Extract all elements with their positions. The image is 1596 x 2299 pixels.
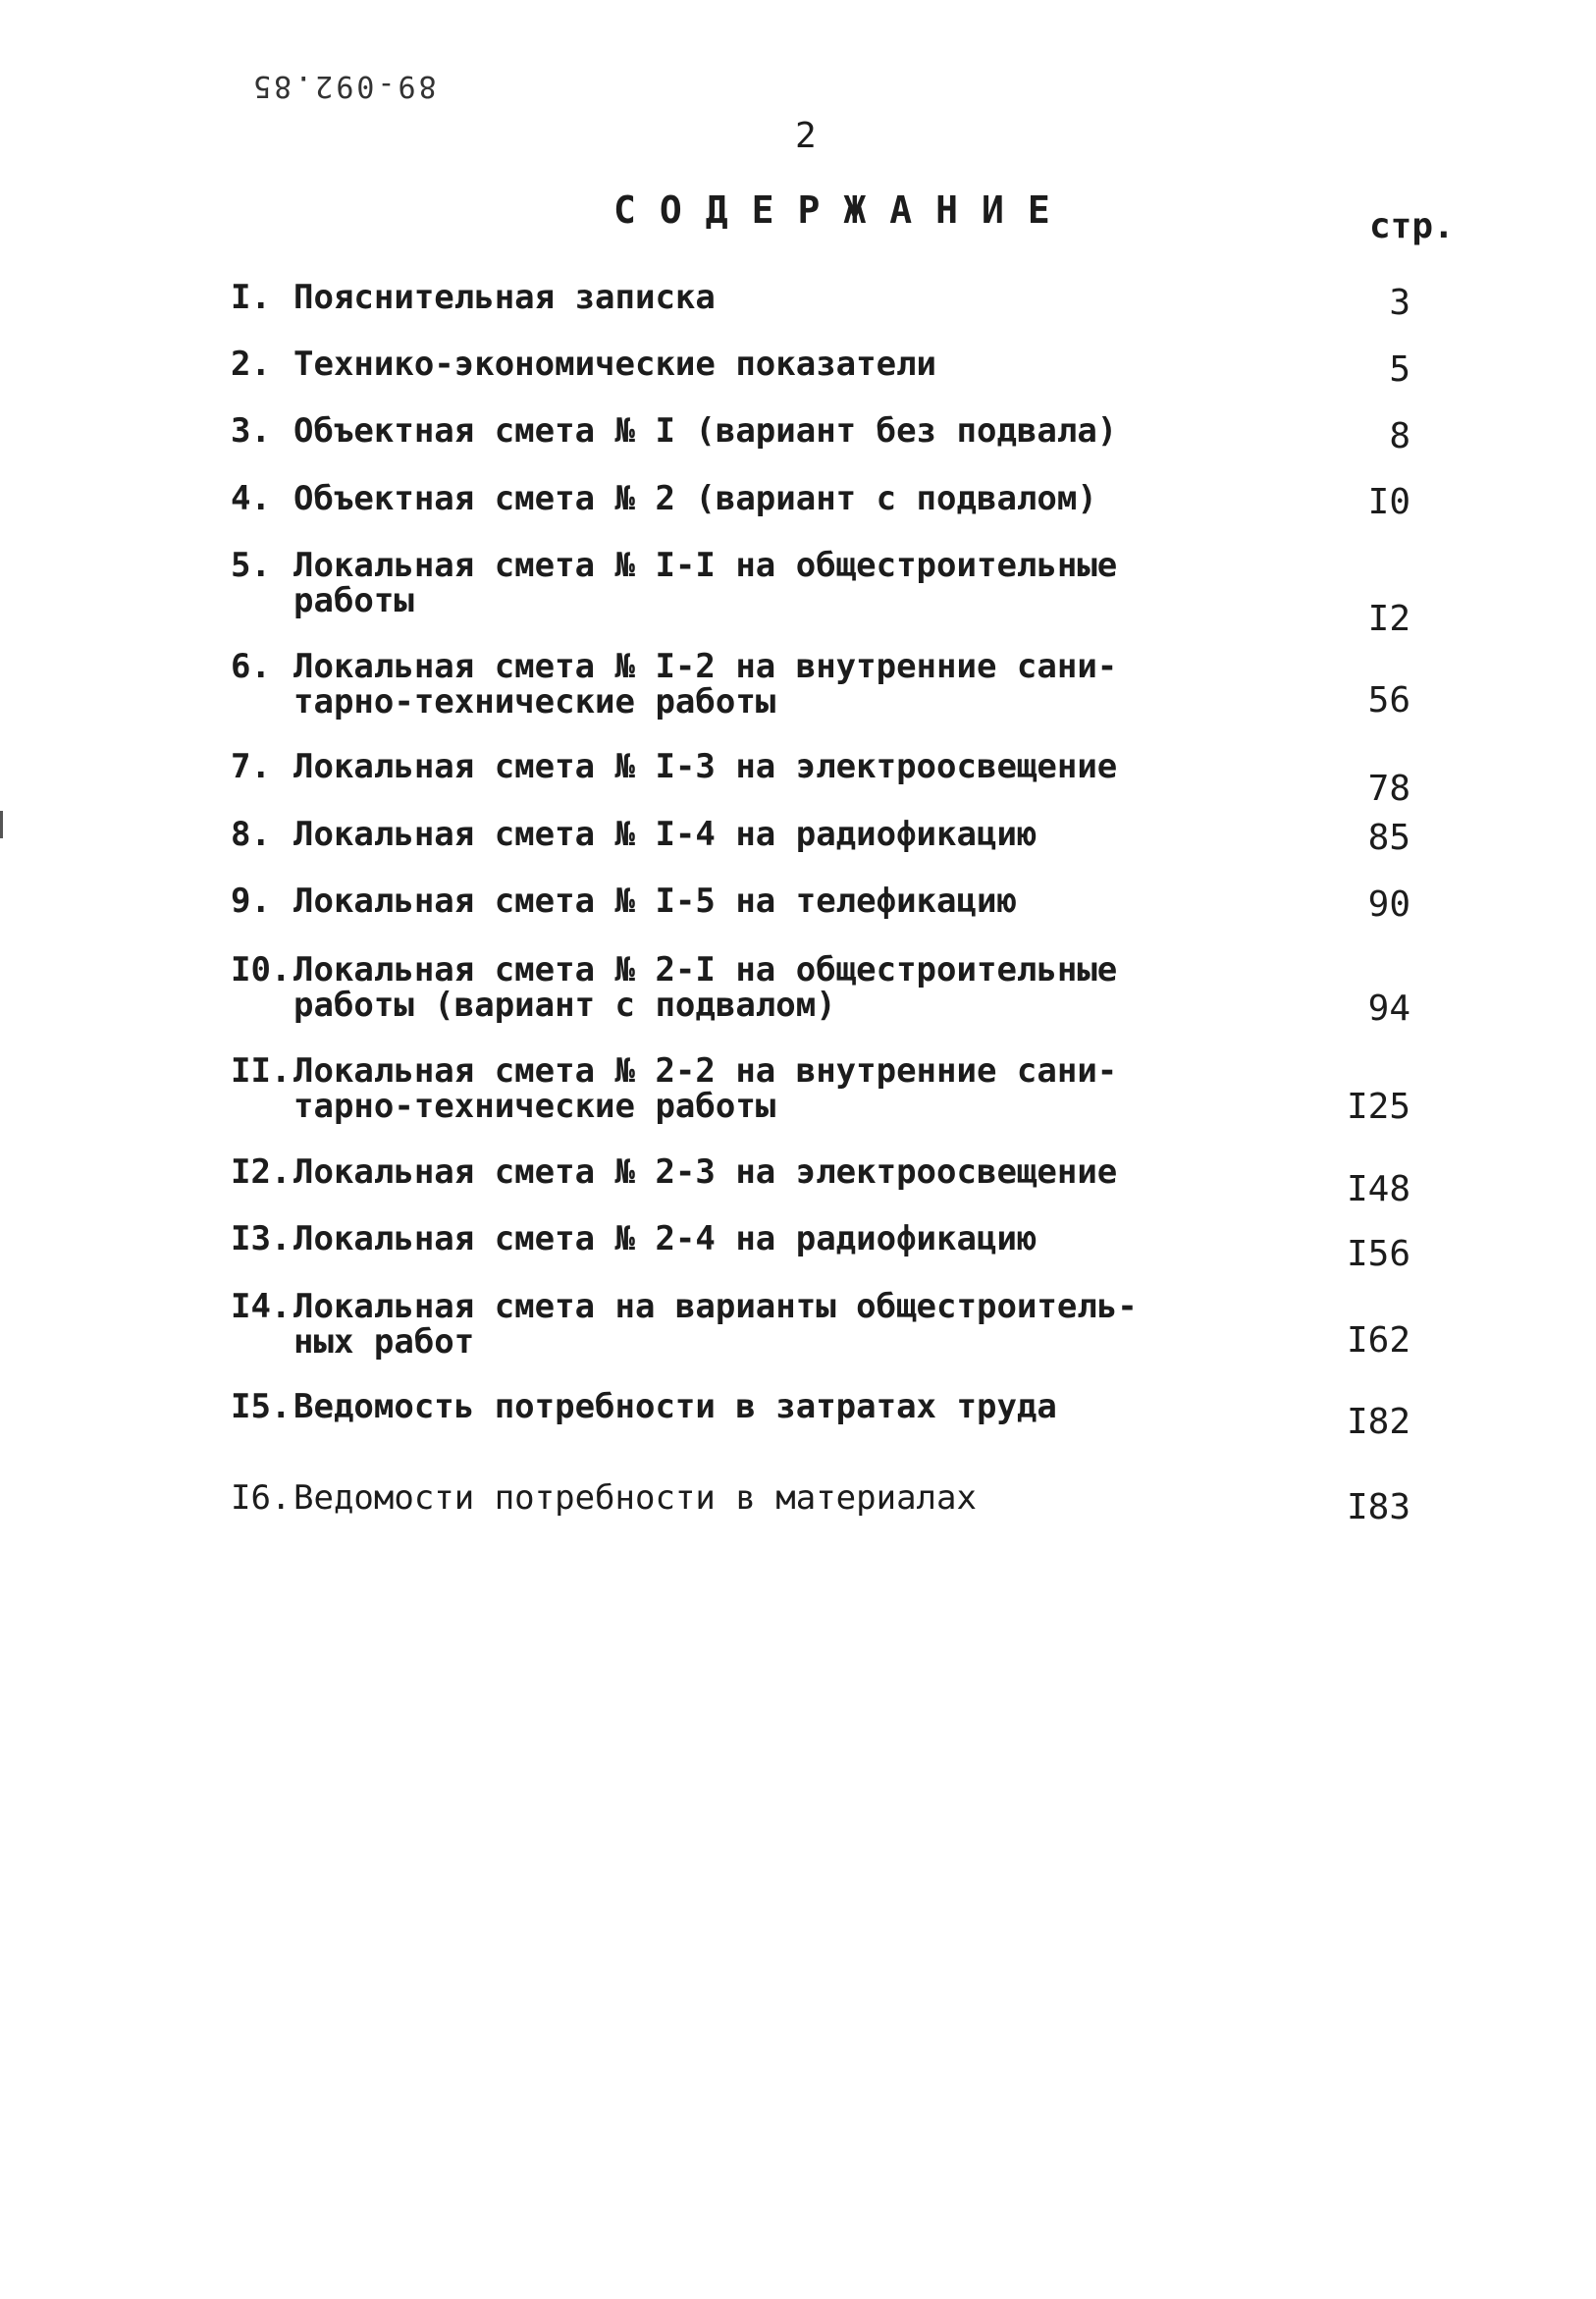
toc-entry-title: Локальная смета № I-3 на электроосвещение: [293, 747, 1118, 786]
toc-entry-number: II.: [231, 1051, 292, 1091]
toc-entry-title: Ведомость потребности в затратах труда: [293, 1387, 1057, 1426]
toc-entry-title: Локальная смета на варианты общестроитель- ных работ: [293, 1287, 1138, 1362]
toc-entry-number: I2.: [231, 1152, 292, 1192]
toc-entry-page: I62: [1346, 1320, 1410, 1361]
toc-entry-number: I5.: [231, 1387, 292, 1426]
toc-entry-page: 90: [1367, 884, 1410, 925]
scan-margin-mark: [0, 811, 3, 838]
toc-entry-title: Объектная смета № 2 (вариант с подвалом): [293, 479, 1097, 518]
toc-entry-page: I56: [1346, 1234, 1410, 1274]
toc-entry-number: 2.: [231, 345, 271, 384]
toc-entry-number: 8.: [231, 815, 271, 854]
toc-entry-page: 78: [1367, 769, 1410, 809]
toc-entry-page: 8: [1389, 416, 1410, 456]
toc-entry-title: Локальная смета № 2-3 на электроосвещение: [293, 1152, 1118, 1192]
toc-entry-page: 94: [1367, 989, 1410, 1029]
toc-entry-title: Локальная смета № I-2 на внутренние сани- тарно-технические работы: [293, 647, 1118, 722]
toc-entry-title: Ведомости потребности в материалах: [293, 1478, 977, 1518]
toc-entry-page: I25: [1346, 1087, 1410, 1127]
page-title: СОДЕРЖАНИЕ: [613, 188, 1074, 232]
toc-entry-title: Локальная смета № I-I на общестроительные работы: [293, 546, 1118, 620]
toc-entry-title: Технико-экономические показатели: [293, 345, 937, 384]
page-number: 2: [795, 116, 817, 156]
toc-entry-title: Локальная смета № 2-I на общестроительные работы (вариант с подвалом): [293, 950, 1118, 1025]
toc-entry-number: 4.: [231, 479, 271, 518]
toc-entry-number: 6.: [231, 647, 271, 686]
document-code: 89-092.85: [250, 69, 437, 103]
toc-entry-number: I6.: [231, 1478, 292, 1518]
toc-entry-number: 9.: [231, 882, 271, 921]
toc-entry-number: I3.: [231, 1219, 292, 1258]
toc-entry-page: I0: [1367, 482, 1410, 522]
toc-entry-page: 85: [1367, 818, 1410, 858]
toc-entry-page: I82: [1346, 1402, 1410, 1442]
toc-entry-title: Локальная смета № 2-4 на радиофикацию: [293, 1219, 1037, 1258]
toc-entry-number: 3.: [231, 411, 271, 451]
toc-entry-page: 5: [1389, 349, 1410, 390]
page-column-header: стр.: [1369, 206, 1455, 246]
toc-entry-page: I83: [1346, 1487, 1410, 1527]
toc-entry-number: I0.: [231, 950, 292, 989]
toc-entry-page: I48: [1346, 1169, 1410, 1209]
toc-entry-number: I4.: [231, 1287, 292, 1326]
toc-entry-number: 7.: [231, 747, 271, 786]
toc-entry-number: 5.: [231, 546, 271, 585]
toc-entry-number: I.: [231, 278, 271, 317]
toc-entry-page: 3: [1389, 283, 1410, 323]
toc-entry-title: Локальная смета № I-5 на телефикацию: [293, 882, 1017, 921]
toc-entry-title: Локальная смета № 2-2 на внутренние сани- тарно-технические работы: [293, 1051, 1118, 1126]
toc-entry-title: Пояснительная записка: [293, 278, 716, 317]
toc-entry-page: 56: [1367, 680, 1410, 721]
toc-entry-page: I2: [1367, 599, 1410, 639]
toc-entry-title: Локальная смета № I-4 на радиофикацию: [293, 815, 1037, 854]
toc-entry-title: Объектная смета № I (вариант без подвала): [293, 411, 1118, 451]
